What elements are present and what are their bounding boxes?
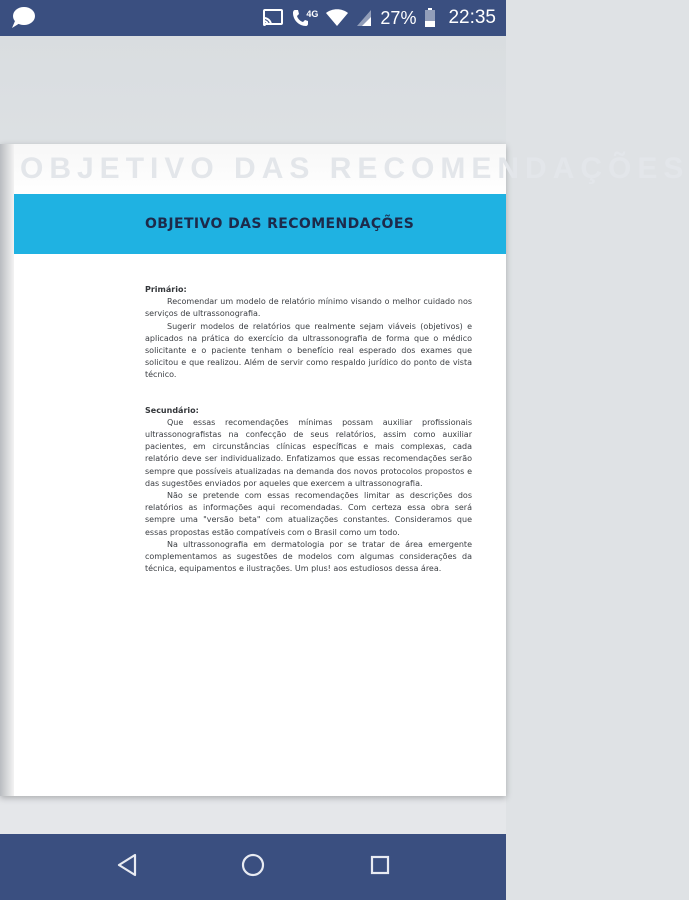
primary-paragraph: Recomendar um modelo de relatório mínimo visando o melhor cuidado nos serviços de ultrassonografia.: [145, 297, 472, 319]
document-viewer[interactable]: [0, 36, 689, 834]
ghost-header-text: OBJETIVO DAS RECOMENDAÇÕES: [20, 152, 689, 185]
document-page[interactable]: [0, 144, 689, 796]
chat-bubble-icon: [10, 6, 36, 30]
navigation-bar: [0, 834, 506, 900]
back-icon: [116, 853, 138, 882]
home-button[interactable]: [236, 850, 270, 884]
primary-paragraph: Sugerir modelos de relatórios que realmente sejam viáveis (objetivos) e aplicados na prática do exercício da ultrassonografia de forma que o médico solicitante e o paciente tenham o benefício real esperado dos exames que solicitou e que realizou. Além de servir como respaldo jurídico do ponto de vista técnico.: [145, 321, 472, 380]
secondary-paragraph: Na ultrassonografia em dermatologia por se tratar de área emergente complementamos as sugestões de modelos com algumas considerações da técnica, equipamentos e ilustrações. Um plus! aos estudiosos dessa área.: [145, 539, 472, 574]
secondary-paragraph: Que essas recomendações mínimas possam auxiliar profissionais ultrassonografistas na confecção de seus relatórios, assim como auxiliar pacientes, em circunstâncias clínicas específicas e mais complexas, cada relatório deve ser individualizado. Enfatizamos que essas recomendações serão sempre que possíveis atualizadas na demanda dos novos protocolos propostos e das sugestões enviados por aqueles que exercem a ultrassonografia.: [145, 417, 472, 488]
clock: 22:35: [448, 7, 496, 28]
network-type-label: 4G: [306, 9, 319, 19]
recents-button[interactable]: [363, 850, 397, 884]
recents-icon: [369, 854, 391, 881]
battery-percent: 27%: [380, 7, 417, 28]
battery-icon: [424, 8, 436, 28]
cast-icon: [262, 9, 284, 27]
signal-icon: [356, 9, 372, 27]
secondary-paragraph: Não se pretende com essas recomendações limitar as descrições dos relatórios as informações aqui recomendadas. Com certeza essa obra será sempre uma "versão beta" com atualizações constantes. Consideramos que essas propostas estão compatíveis com o Brasil como um todo.: [145, 491, 472, 537]
primary-label: Primário:: [145, 285, 187, 294]
back-button[interactable]: [110, 850, 144, 884]
page-spine-shadow: [0, 144, 14, 796]
home-icon: [240, 852, 266, 883]
secondary-label: Secundário:: [145, 405, 199, 415]
previous-page-bleed: [0, 144, 689, 196]
status-bar: [0, 0, 506, 36]
call-icon: [292, 9, 318, 27]
document-body: [145, 284, 472, 575]
title-band: [0, 194, 506, 254]
page-title: OBJETIVO DAS RECOMENDAÇÕES: [145, 216, 415, 232]
wifi-icon: [326, 9, 348, 27]
